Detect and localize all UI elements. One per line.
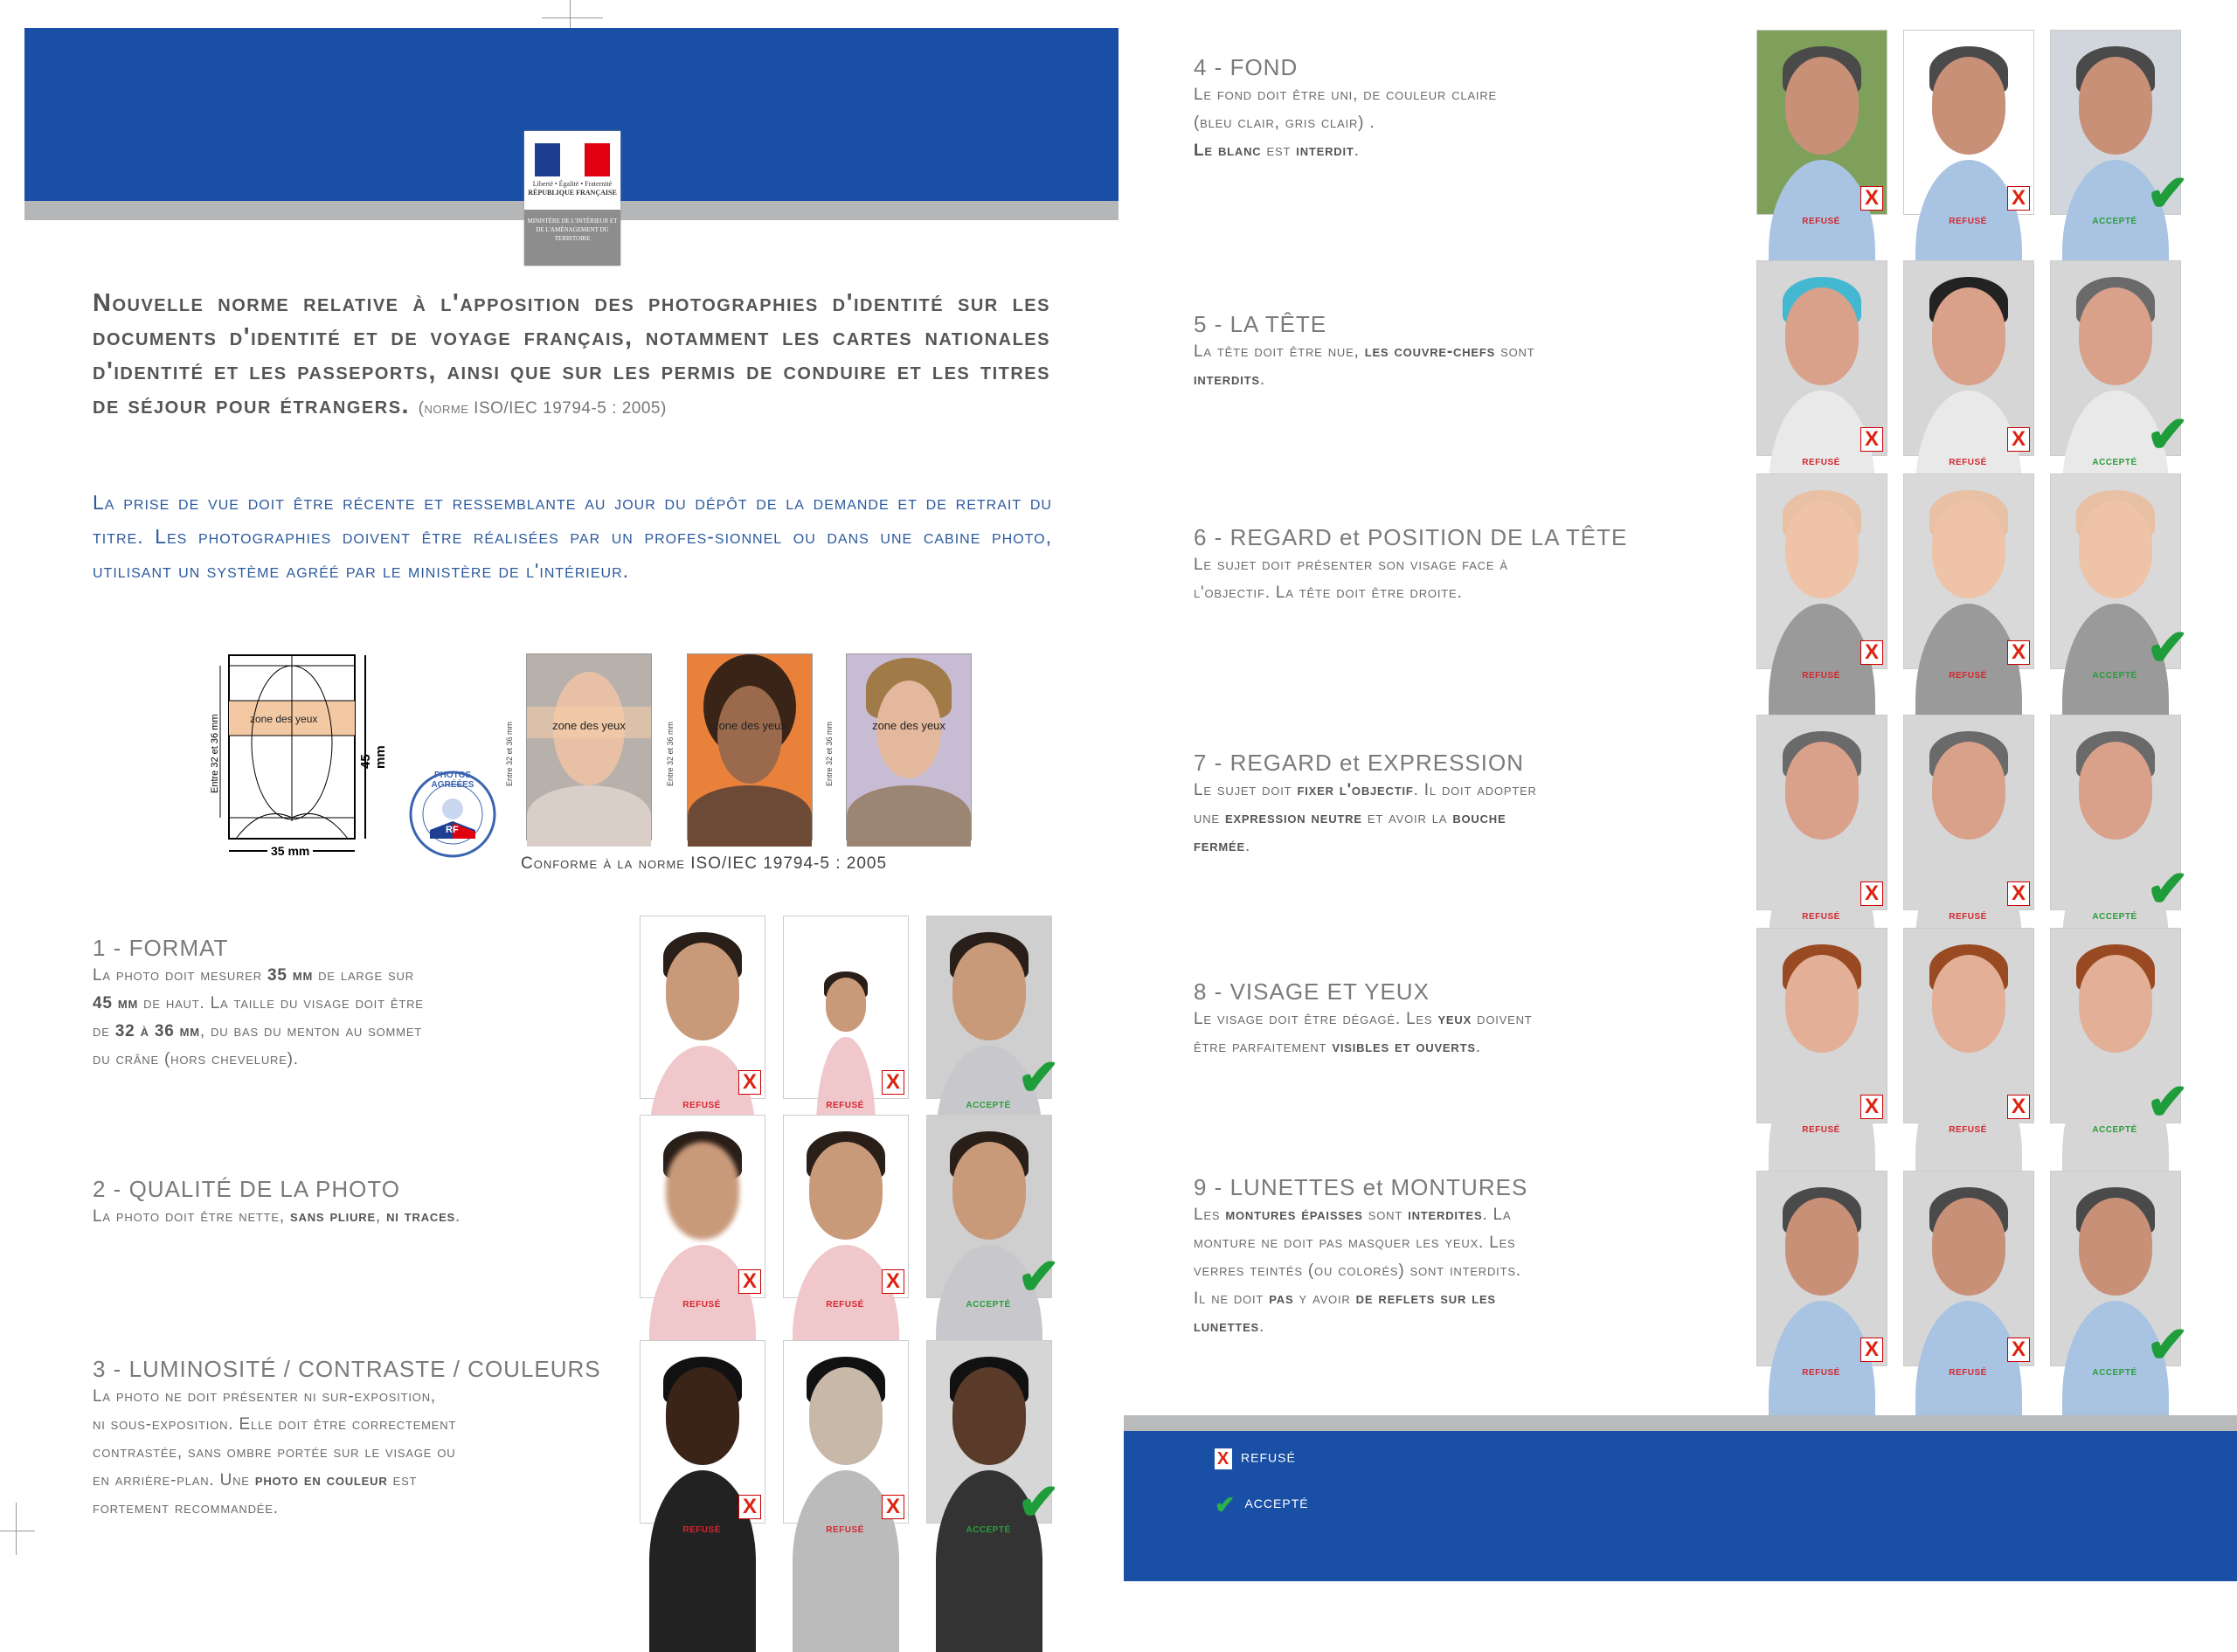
section-title: FORMAT [128, 935, 229, 961]
example-photo [783, 1340, 909, 1524]
accepted-check-icon: ✔ [2146, 619, 2189, 676]
refused-icon: X [2007, 186, 2030, 211]
accepted-check-icon: ✔ [2146, 861, 2189, 917]
approved-photos-stamp [407, 769, 498, 860]
section-number: 9 - [1194, 1174, 1223, 1200]
page-title-text: Nouvelle norme relative à l'apposition des photographies d'identité sur les documents d'identité et de voyage français, notamment les cartes nationales d'identité et les passeports, ainsi que sur les permis de conduire et les titres de séjour pour étrangers. [93, 289, 1050, 419]
accepted-check-icon: ✔ [2146, 1074, 2189, 1130]
section-face-eyes [1194, 978, 1718, 1061]
footer-grey-strip [1124, 1415, 2237, 1431]
accepted-caption: ACCEPTÉ [2092, 217, 2137, 226]
section-format [93, 935, 617, 1074]
example-photo [1903, 928, 2034, 1123]
refused-icon: X [2007, 1095, 2030, 1119]
section-body: Le fond doit être uni, de couleur claire (bleu clair, gris clair) . Le blanc est interdit. [1194, 86, 1497, 160]
ministry-logo [524, 131, 620, 266]
section-number: 3 - [93, 1356, 122, 1382]
section-body: La photo doit mesurer 35 mm de large sur 45 mm de haut. La taille du visage doit être de 32 à 36 mm, du bas du menton au sommet du crâne (hors chevelure). [93, 966, 424, 1068]
section-title: LUNETTES et MONTURES [1229, 1174, 1528, 1200]
accepted-check-icon: ✔ [1017, 1248, 1060, 1305]
section-title: VISAGE ET YEUX [1229, 978, 1430, 1005]
refused-icon: X [2007, 427, 2030, 452]
refused-caption: REFUSÉ [1802, 1125, 1840, 1135]
french-flag-icon [535, 143, 610, 176]
section-number: 6 - [1194, 524, 1223, 550]
sample-zone-label: zone des yeux [872, 719, 945, 732]
example-photo [1756, 473, 1887, 669]
example-photo [783, 1115, 909, 1298]
legend-refused [1215, 1448, 1296, 1469]
refused-icon: X [1215, 1448, 1232, 1469]
sample-photo-2 [687, 653, 813, 840]
stamp-text: PHOTOS AGRÉÉES [431, 771, 474, 790]
eye-zone-label: zone des yeux [250, 713, 318, 725]
section-title: FOND [1229, 54, 1299, 80]
conformity-caption: Conforme à la norme ISO/IEC 19794-5 : 2005 [521, 854, 888, 873]
refused-caption: REFUSÉ [1802, 217, 1840, 226]
section-number: 2 - [93, 1176, 122, 1202]
sample-vlabel: Entre 32 et 36 mm [825, 721, 834, 786]
refused-icon: X [2007, 640, 2030, 665]
refused-caption: REFUSÉ [1802, 912, 1840, 922]
section-glasses [1194, 1174, 1718, 1341]
section-gaze-expression [1194, 750, 1718, 861]
legend-accepted-label: ACCEPTÉ [1244, 1496, 1309, 1511]
refused-icon: X [1860, 881, 1883, 906]
example-photo [1756, 30, 1887, 215]
section-number: 1 - [93, 935, 122, 961]
example-photo [1903, 1171, 2034, 1366]
refused-caption: REFUSÉ [682, 1525, 721, 1535]
accepted-check-icon: ✔ [1017, 1049, 1060, 1106]
accepted-check-icon: ✔ [2146, 1317, 2189, 1373]
refused-caption: REFUSÉ [1949, 1125, 1987, 1135]
section-title: LUMINOSITÉ / CONTRASTE / COULEURS [128, 1356, 601, 1382]
accepted-caption: ACCEPTÉ [2092, 671, 2137, 681]
section-body: La photo ne doit présenter ni sur-exposition, ni sous-exposition. Elle doit être correctement contrastée, sans ombre portée sur le visage ou en arrière-plan. Une photo en couleur est fortement recommandée. [93, 1387, 457, 1517]
example-photo [1903, 30, 2034, 215]
example-photo [1756, 1171, 1887, 1366]
refused-caption: REFUSÉ [682, 1101, 721, 1110]
refused-icon: X [1860, 427, 1883, 452]
accepted-caption: ACCEPTÉ [966, 1300, 1011, 1310]
example-photo [1756, 715, 1887, 910]
example-photo [1756, 928, 1887, 1123]
norm-reference: (norme ISO/IEC 19794-5 : 2005) [418, 399, 667, 418]
example-photo [1903, 715, 2034, 910]
accepted-caption: ACCEPTÉ [2092, 1368, 2137, 1378]
accepted-caption: ACCEPTÉ [966, 1525, 1011, 1535]
refused-icon: X [2007, 1337, 2030, 1362]
refused-caption: REFUSÉ [1949, 671, 1987, 681]
section-title: LA TÊTE [1229, 311, 1327, 337]
sample-photo-1 [526, 653, 652, 840]
width-label: 35 mm [267, 844, 313, 858]
example-photo [640, 916, 765, 1099]
sample-zone-label: zone des yeux [552, 719, 626, 732]
refused-caption: REFUSÉ [1802, 458, 1840, 467]
accepted-caption: ACCEPTÉ [966, 1101, 1011, 1110]
refused-icon: X [1860, 640, 1883, 665]
accepted-caption: ACCEPTÉ [2092, 1125, 2137, 1135]
crop-mark [16, 1503, 17, 1555]
refused-icon: X [738, 1269, 761, 1294]
accepted-check-icon: ✔ [1017, 1474, 1060, 1531]
section-number: 7 - [1194, 750, 1223, 776]
refused-icon: X [882, 1070, 904, 1095]
logo-motto: Liberté • Égalité • Fraternité [532, 180, 613, 188]
refused-icon: X [738, 1495, 761, 1519]
example-photo [783, 916, 909, 1099]
example-photo [640, 1340, 765, 1524]
section-body: Le visage doit être dégagé. Les yeux doivent être parfaitement visibles et ouverts. [1194, 1010, 1533, 1056]
refused-icon: X [882, 1495, 904, 1519]
example-photo [1903, 260, 2034, 456]
accepted-caption: ACCEPTÉ [2092, 912, 2137, 922]
section-body: Les montures épaisses sont interdites. La monture ne doit pas masquer les yeux. Les verres teintés (ou colorés) sont interdits. Il ne doit pas y avoir de reflets sur les lunettes. [1194, 1206, 1521, 1336]
accepted-caption: ACCEPTÉ [2092, 458, 2137, 467]
section-title: QUALITÉ DE LA PHOTO [128, 1176, 400, 1202]
refused-icon: X [1860, 1095, 1883, 1119]
refused-icon: X [1860, 186, 1883, 211]
section-quality [93, 1176, 634, 1231]
refused-icon: X [2007, 881, 2030, 906]
dimension-diagram [201, 646, 388, 858]
example-photo [640, 1115, 765, 1298]
refused-icon: X [882, 1269, 904, 1294]
refused-caption: REFUSÉ [826, 1525, 864, 1535]
page-title [93, 287, 1050, 425]
accepted-check-icon: ✔ [2146, 165, 2189, 222]
section-body: Le sujet doit fixer l'objectif. Il doit adopter une expression neutre et avoir la bouche fermée. [1194, 781, 1537, 855]
logo-republic: RÉPUBLIQUE FRANÇAISE [528, 189, 617, 197]
section-body: Le sujet doit présenter son visage face à l'objectif. La tête doit être droite. [1194, 556, 1508, 602]
refused-caption: REFUSÉ [1949, 1368, 1987, 1378]
refused-caption: REFUSÉ [1802, 1368, 1840, 1378]
refused-caption: REFUSÉ [1949, 912, 1987, 922]
legend-accepted [1215, 1490, 1309, 1519]
section-number: 8 - [1194, 978, 1223, 1005]
height-label: 45 mm [358, 745, 388, 769]
refused-icon: X [738, 1070, 761, 1095]
logo-ministry: MINISTÈRE DE L'INTÉRIEUR ET DE L'AMÉNAGEMENT DU TERRITOIRE [524, 210, 620, 266]
section-gaze-position [1194, 524, 1718, 607]
refused-caption: REFUSÉ [1949, 217, 1987, 226]
face-height-label: Entre 32 et 36 mm [210, 714, 220, 793]
accepted-check-icon: ✔ [1215, 1491, 1236, 1518]
crop-mark [542, 17, 603, 18]
sample-photo-3 [846, 653, 972, 840]
refused-caption: REFUSÉ [682, 1300, 721, 1310]
section-body: La photo doit être nette, sans pliure, ni traces. [93, 1207, 461, 1226]
intro-paragraph: La prise de vue doit être récente et ressemblante au jour du dépôt de la demande et de retrait du titre. Les photographies doivent être réalisées par un profes-sionnel ou dans une cabine photo, utilisant un système agréé par le ministère de l'intérieur. [93, 491, 1052, 582]
example-photo [1903, 473, 2034, 669]
stamp-rf: RF [446, 825, 459, 835]
sample-zone-label: zone des yeux [713, 719, 786, 732]
example-photo [1756, 260, 1887, 456]
footer-band [1124, 1431, 2237, 1581]
section-number: 4 - [1194, 54, 1223, 80]
refused-icon: X [1860, 1337, 1883, 1362]
section-brightness [93, 1356, 634, 1523]
section-head [1194, 311, 1718, 394]
accepted-check-icon: ✔ [2146, 406, 2189, 463]
section-title: REGARD et POSITION DE LA TÊTE [1229, 524, 1628, 550]
refused-caption: REFUSÉ [1802, 671, 1840, 681]
section-body: La tête doit être nue, les couvre-chefs sont interdits. [1194, 342, 1535, 389]
refused-caption: REFUSÉ [1949, 458, 1987, 467]
legend-refused-label: REFUSÉ [1241, 1450, 1296, 1465]
refused-caption: REFUSÉ [826, 1101, 864, 1110]
section-title: REGARD et EXPRESSION [1229, 750, 1524, 776]
refused-caption: REFUSÉ [826, 1300, 864, 1310]
section-number: 5 - [1194, 311, 1223, 337]
sample-vlabel: Entre 32 et 36 mm [505, 721, 514, 786]
sample-vlabel: Entre 32 et 36 mm [666, 721, 675, 786]
section-background [1194, 54, 1718, 165]
